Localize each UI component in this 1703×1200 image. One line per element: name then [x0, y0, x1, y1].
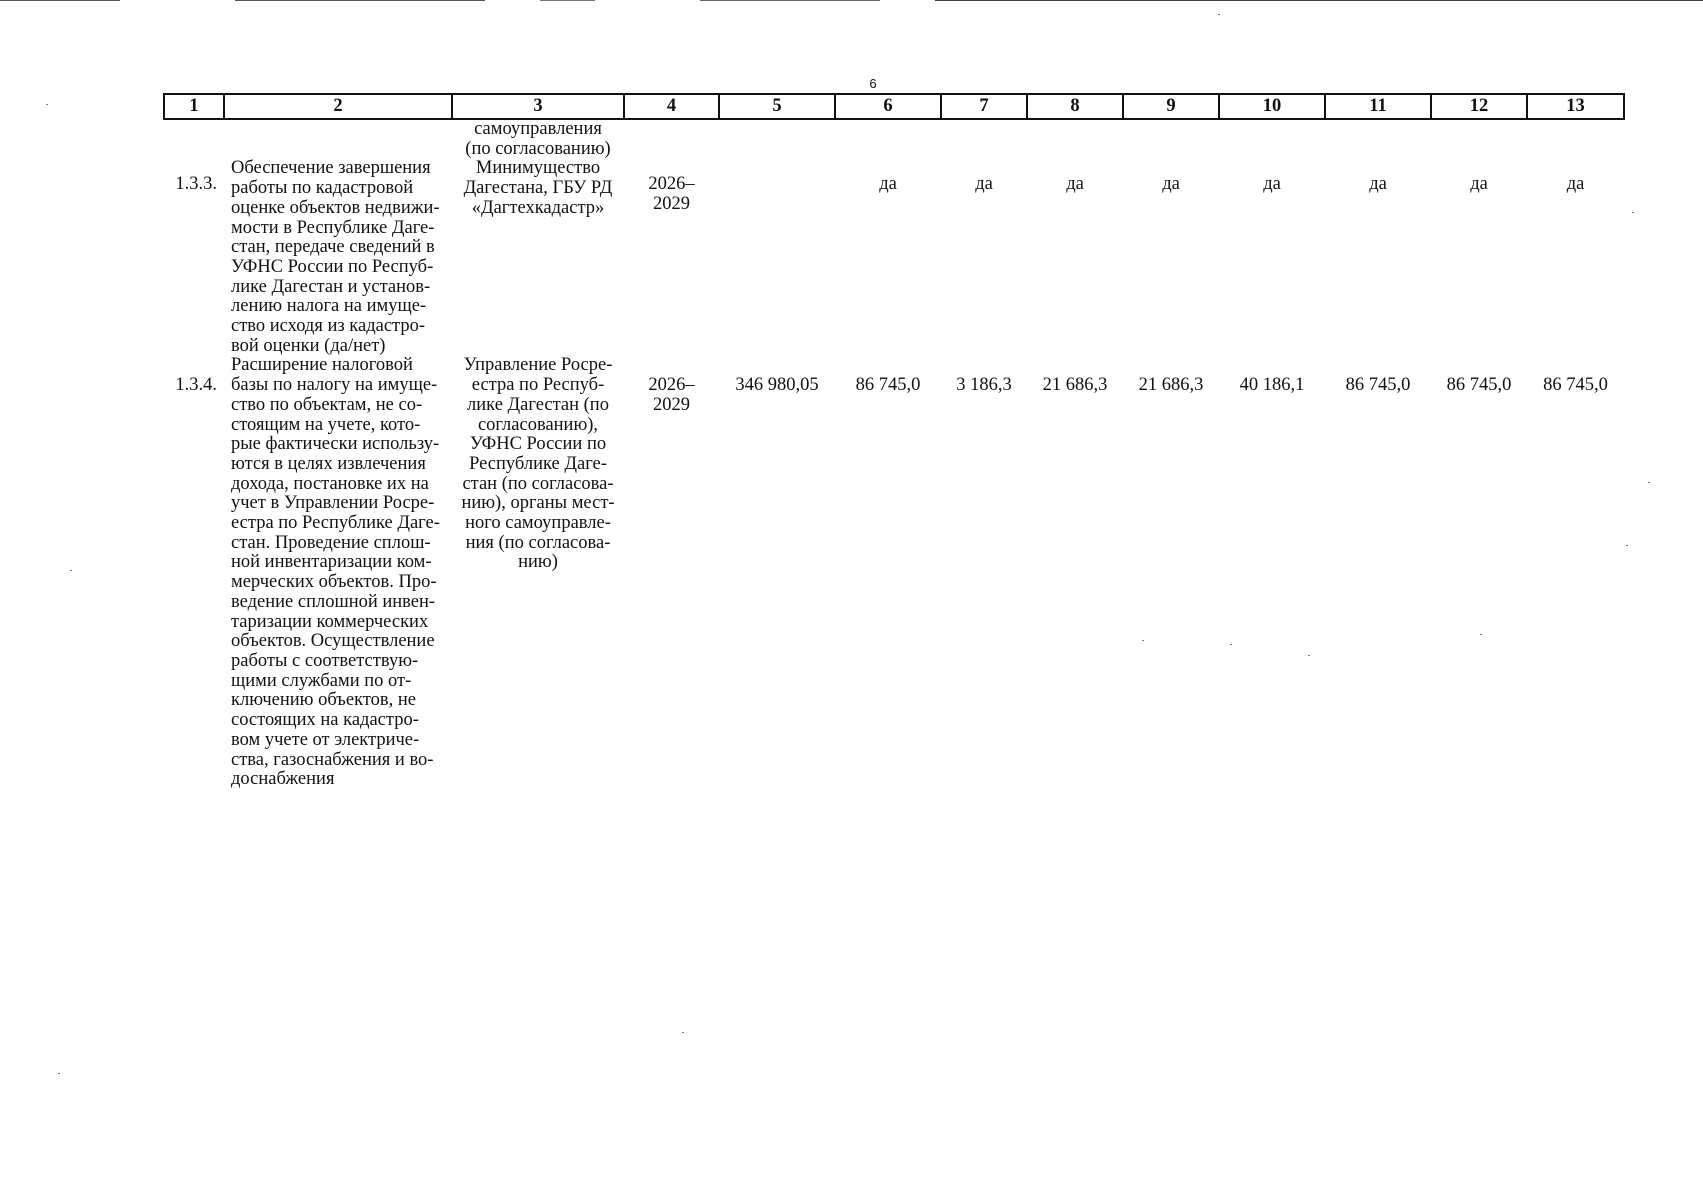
column-header: 6 — [835, 94, 941, 119]
column-header: 3 — [452, 94, 624, 119]
period-cell — [624, 159, 719, 356]
scan-edge-mark — [935, 0, 1703, 1]
column-header: 11 — [1325, 94, 1431, 119]
text-line: Обеспечение завершения — [231, 158, 431, 179]
table-row — [164, 356, 1624, 789]
text-line: ведение сплошной инвен- — [231, 591, 436, 612]
text-line: стоящим на учете, кото- — [231, 414, 421, 435]
scan-speck — [1626, 545, 1628, 546]
scan-speck — [1632, 212, 1634, 213]
text-line: ство исходя из кадастро- — [231, 316, 426, 337]
value-cell: 86 745,0 — [1345, 375, 1411, 396]
value-cell: 86 745,0 — [855, 375, 921, 396]
program-table — [163, 93, 1625, 790]
total-cell — [719, 159, 835, 356]
text-line: учет в Управлении Росре- — [231, 493, 435, 514]
value-cell: 3 186,3 — [956, 375, 1012, 396]
text-line: стан. Проведение сплош- — [231, 532, 431, 553]
text-line: лике Дагестан (по — [467, 394, 609, 415]
text-line: мерческих объектов. Про- — [231, 572, 437, 593]
value-cell: 21 686,3 — [1042, 375, 1108, 396]
column-header: 9 — [1123, 94, 1219, 119]
text-line: рые фактически использу- — [231, 434, 440, 455]
total-cell: 346 980,05 — [735, 375, 819, 396]
scan-edge-mark — [0, 0, 120, 1]
text-line: лике Дагестан и установ- — [231, 276, 431, 297]
text-line: естра по Респуб- — [471, 375, 605, 396]
value-cell: да — [1369, 174, 1387, 195]
column-header: 10 — [1219, 94, 1325, 119]
value-cell: 40 186,1 — [1239, 375, 1305, 396]
table-row — [164, 159, 1624, 356]
text-line: ния (по согласова- — [465, 532, 611, 553]
text-line: 2026– — [648, 174, 695, 195]
text-line: 2029 — [653, 194, 690, 215]
text-line: Республике Даге- — [469, 453, 607, 474]
scan-speck — [70, 570, 72, 571]
column-header: 12 — [1431, 94, 1527, 119]
text-line: нию), органы мест- — [461, 493, 615, 514]
table-header — [164, 94, 1624, 119]
column-header: 4 — [624, 94, 719, 119]
text-line: вом учете от электриче- — [231, 729, 420, 750]
text-line: УФНС России по Респуб- — [231, 256, 434, 277]
text-line: ключению объектов, не — [231, 690, 417, 711]
scan-speck — [46, 104, 48, 105]
column-header: 1 — [164, 94, 224, 119]
scan-speck — [682, 1032, 684, 1033]
value-cell: 21 686,3 — [1138, 375, 1204, 396]
header-row — [164, 94, 1624, 119]
scan-edge-mark — [540, 0, 595, 1]
scan-edge-mark — [235, 0, 485, 1]
text-line: базы по налогу на имуще- — [231, 375, 438, 396]
text-line: (по согласованию) — [465, 138, 611, 159]
text-line: 2029 — [653, 395, 690, 416]
text-line: Минимущество — [475, 158, 601, 179]
text-line: работы с соответствую- — [231, 650, 419, 671]
responsible-cell — [452, 356, 624, 789]
text-line: согласованию), — [477, 414, 599, 435]
text-line: состоящих на кадастро- — [231, 710, 419, 731]
page-number: 6 — [869, 76, 877, 91]
scan-speck — [1648, 482, 1650, 483]
text-line: Управление Росре- — [463, 355, 613, 376]
text-line: 2026– — [648, 375, 695, 396]
text-line: мости в Республике Даге- — [231, 217, 435, 238]
column-header: 8 — [1027, 94, 1123, 119]
text-line: «Дагтехкадастр» — [471, 197, 605, 218]
value-cell: да — [1066, 174, 1084, 195]
text-line: ного самоуправле- — [465, 513, 611, 534]
text-line: лению налога на имуще- — [231, 296, 427, 317]
row-number: 1.3.4. — [175, 375, 217, 396]
column-header: 13 — [1527, 94, 1624, 119]
value-cell: да — [1263, 174, 1281, 195]
text-line: ной инвентаризации ком- — [231, 552, 432, 573]
responsible-cell — [452, 159, 624, 356]
description-cell — [224, 159, 452, 356]
text-line: объектов. Осуществление — [231, 631, 435, 652]
text-line: самоуправления — [474, 119, 602, 139]
text-line: таризации коммерческих — [231, 611, 429, 632]
value-cell: 86 745,0 — [1446, 375, 1512, 396]
text-line: дохода, постановке их на — [231, 473, 429, 494]
text-line: ство по объектам, не со- — [231, 394, 423, 415]
text-line: оценке объектов недвижи- — [231, 197, 440, 218]
text-line: доснабжения — [231, 769, 335, 790]
value-cell: да — [975, 174, 993, 195]
value-cell: да — [1162, 174, 1180, 195]
period-cell — [624, 356, 719, 789]
text-line: Дагестана, ГБУ РД — [463, 178, 613, 199]
column-header: 7 — [941, 94, 1027, 119]
description-cell — [224, 356, 452, 789]
column-header: 2 — [224, 94, 452, 119]
text-line: щими службами по от- — [231, 670, 412, 691]
value-cell: да — [1566, 174, 1585, 195]
responsible-cell — [452, 119, 624, 159]
text-line: УФНС России по — [469, 434, 607, 455]
continuation-row — [164, 119, 1624, 159]
row-number: 1.3.3. — [175, 174, 217, 195]
text-line: стан (по согласова- — [462, 473, 614, 494]
text-line: Расширение налоговой — [231, 355, 413, 376]
scan-speck — [58, 1073, 60, 1074]
text-line: работы по кадастровой — [231, 178, 414, 199]
text-line: ства, газоснабжения и во- — [231, 749, 434, 770]
scan-edge-mark — [700, 0, 880, 1]
text-line: нию) — [518, 552, 558, 573]
text-line: ются в целях извлечения — [231, 453, 426, 474]
text-line: естра по Республике Даге- — [231, 513, 440, 534]
value-cell: да — [879, 174, 897, 195]
scan-speck — [1218, 14, 1220, 15]
text-line: вой оценки (да/нет) — [231, 335, 386, 356]
value-cell: 86 745,0 — [1543, 375, 1608, 396]
text-line: стан, передаче сведений в — [231, 237, 435, 258]
column-header: 5 — [719, 94, 835, 119]
value-cell: да — [1470, 174, 1488, 195]
